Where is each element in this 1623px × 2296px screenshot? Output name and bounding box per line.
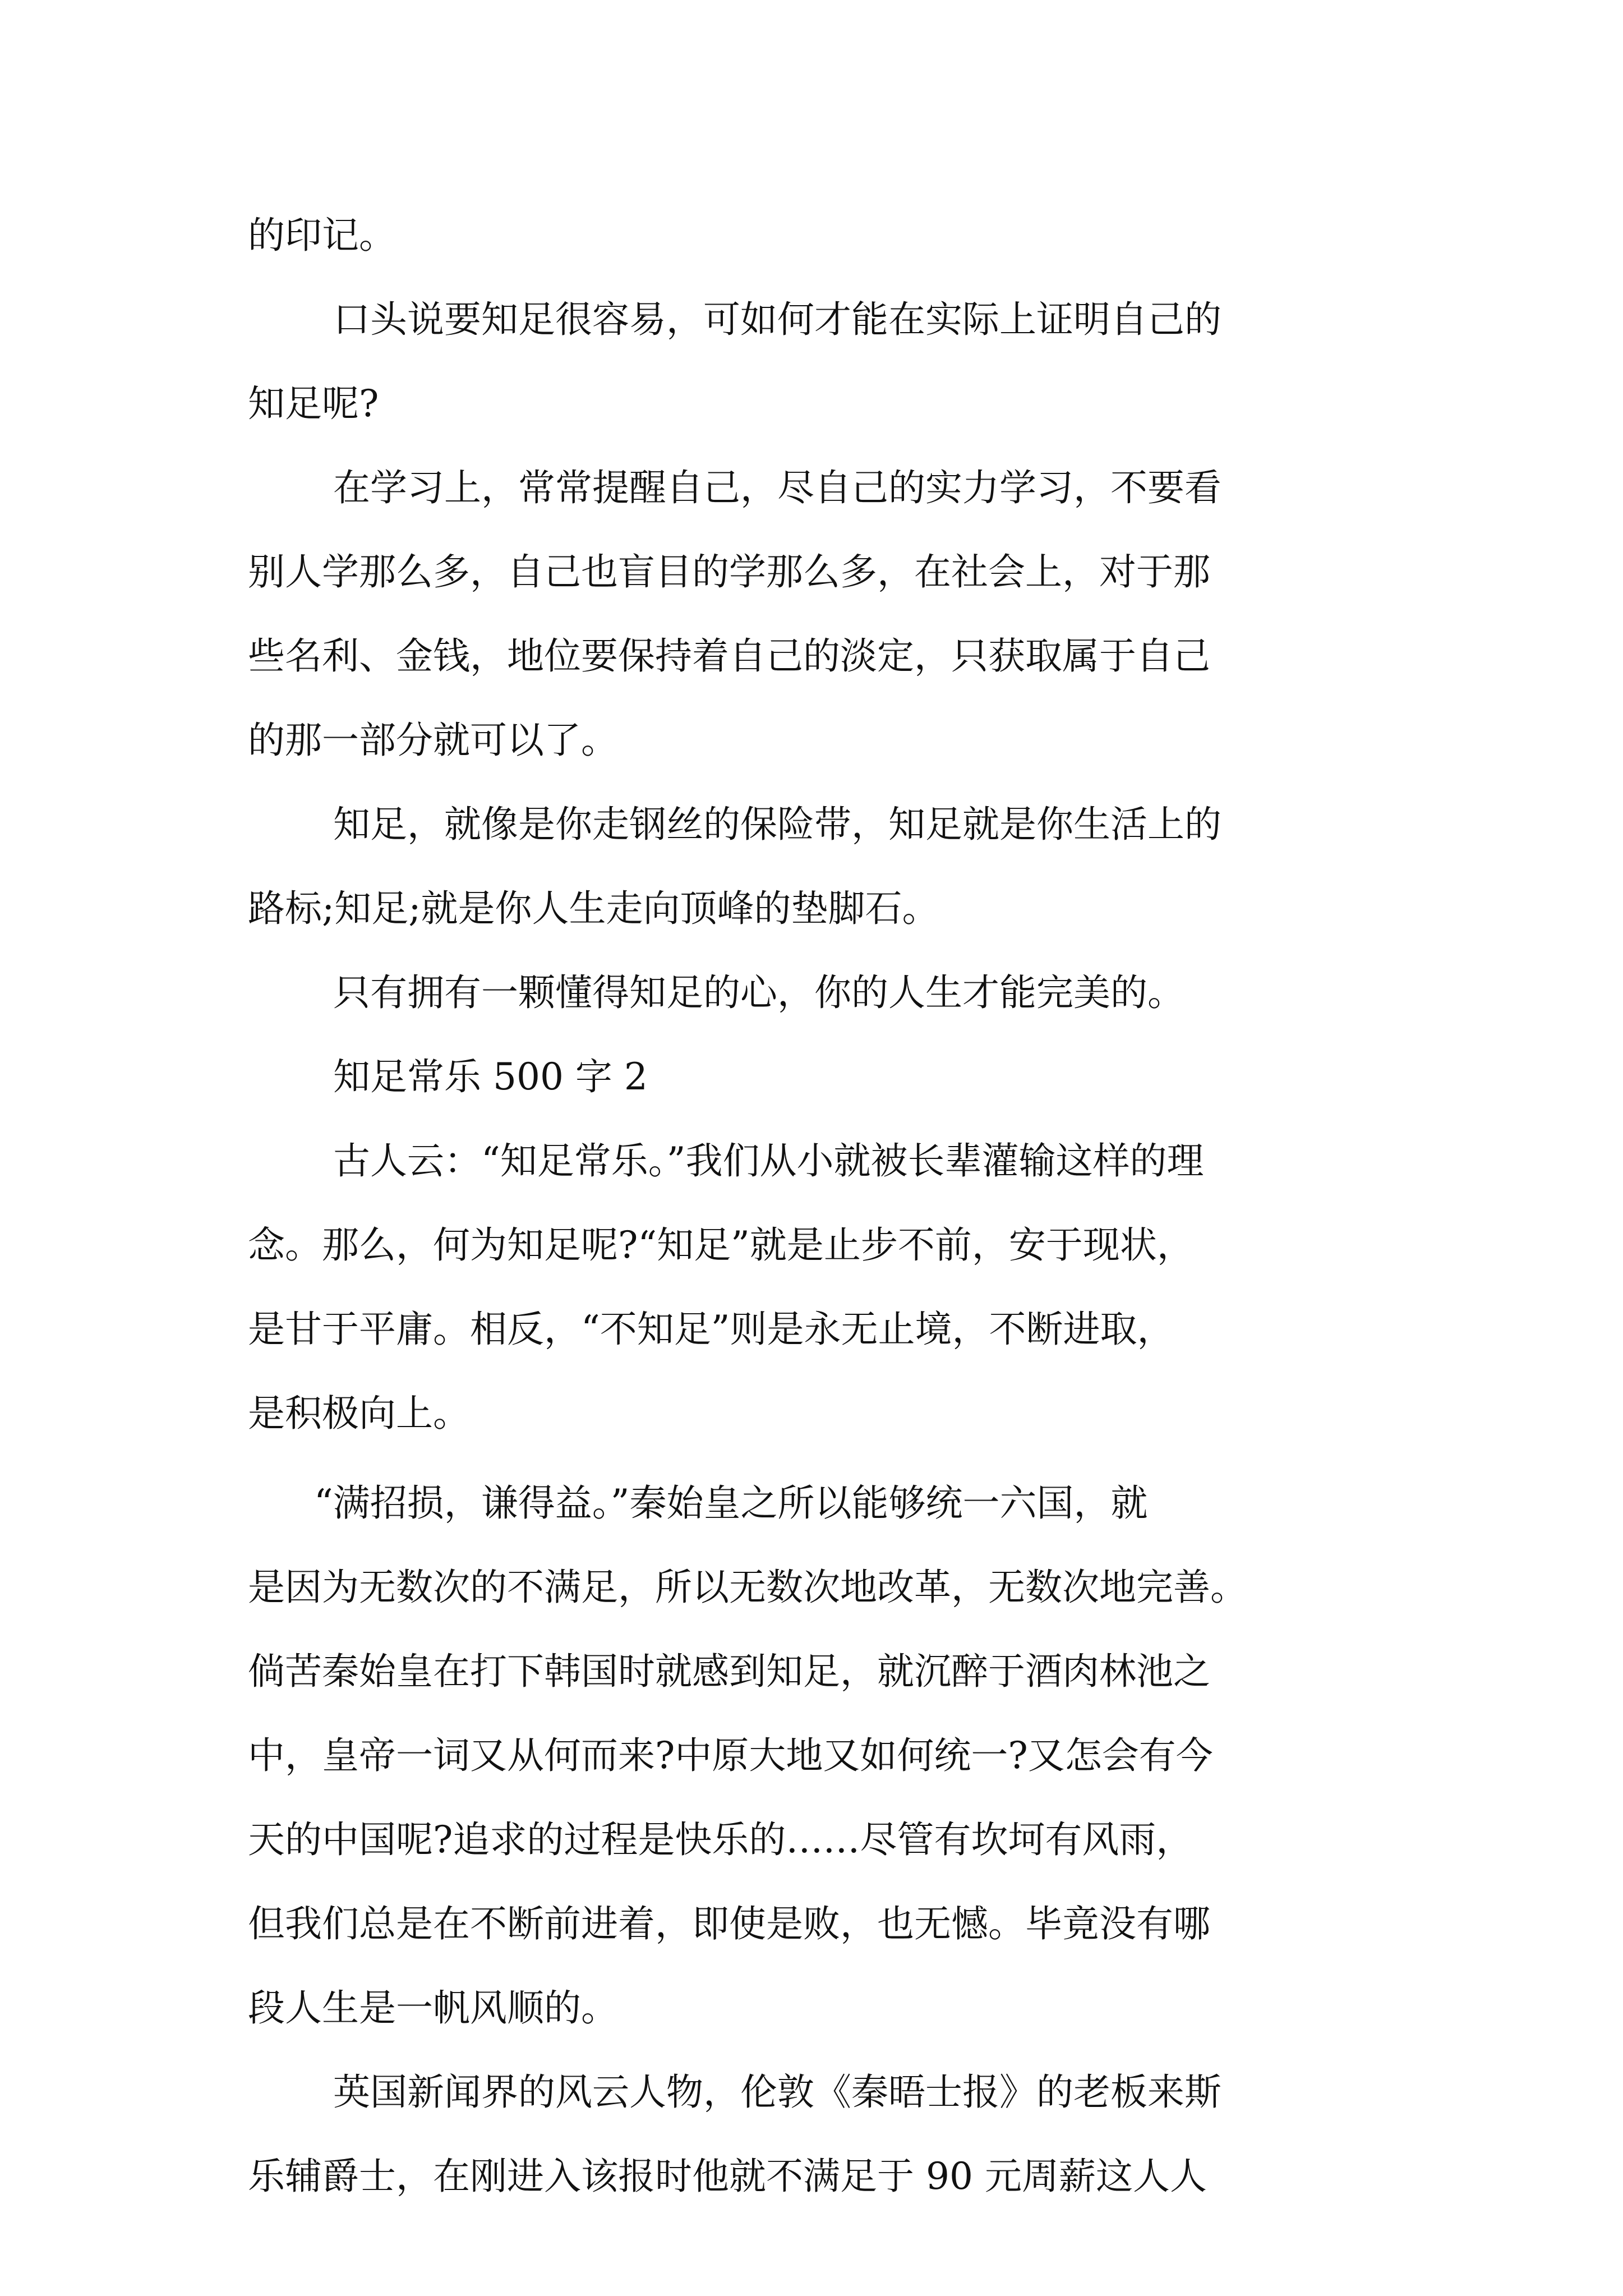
text-line: 英国新闻界的风云人物，伦敦《秦晤士报》的老板来斯 <box>333 2070 1221 2114</box>
text-line: 天的中国呢?追求的过程是快乐的……尽管有坎坷有风雨， <box>248 1818 1193 1861</box>
text-line: 的那一部分就可以了。 <box>248 719 618 762</box>
text-line: 段人生是一帆风顺的。 <box>248 1986 618 2030</box>
text-line: 是甘于平庸。相反，“不知足”则是永无止境，不断进取， <box>248 1308 1174 1351</box>
text-line: 中，皇帝一词又从何而来?中原大地又如何统一?又怎会有今 <box>248 1734 1213 1777</box>
text-line: 是积极向上。 <box>248 1392 470 1435</box>
text-line: 只有拥有一颗懂得知足的心，你的人生才能完美的。 <box>333 971 1184 1014</box>
text-line: 是因为无数次的不满足，所以无数次地改革，无数次地完善。 <box>248 1566 1247 1609</box>
section-heading: 知足常乐 500 字 2 <box>333 1055 648 1098</box>
text-line: 别人学那么多，自己也盲目的学那么多，在社会上，对于那 <box>248 550 1210 593</box>
text-line: 的印记。 <box>248 214 396 257</box>
text-line: 口头说要知足很容易，可如何才能在实际上证明自己的 <box>333 298 1221 341</box>
text-line: 知足呢? <box>248 382 379 425</box>
text-line: “满招损，谦得益。”秦始皇之所以能够统一六国，就 <box>314 1481 1148 1525</box>
text-line: 些名利、金钱，地位要保持着自己的淡定，只获取属于自己 <box>248 634 1210 678</box>
text-line: 但我们总是在不断前进着，即使是败，也无憾。毕竟没有哪 <box>248 1902 1210 1945</box>
text-line: 在学习上，常常提醒自己，尽自己的实力学习，不要看 <box>333 466 1221 509</box>
text-line: 念。那么，何为知足呢?“知足”就是止步不前，安于现状， <box>248 1223 1194 1267</box>
text-line: 古人云：“知足常乐。”我们从小就被长辈灌输这样的理 <box>333 1139 1204 1182</box>
text-line: 知足，就像是你走钢丝的保险带，知足就是你生活上的 <box>333 803 1221 846</box>
text-line: 倘苦秦始皇在打下韩国时就感到知足，就沉醉于酒肉林池之 <box>248 1650 1210 1693</box>
text-line: 路标;知足;就是你人生走向顶峰的垫脚石。 <box>248 887 939 930</box>
text-line: 乐辅爵士，在刚进入该报时他就不满足于 90 元周薪这人人 <box>248 2155 1207 2198</box>
